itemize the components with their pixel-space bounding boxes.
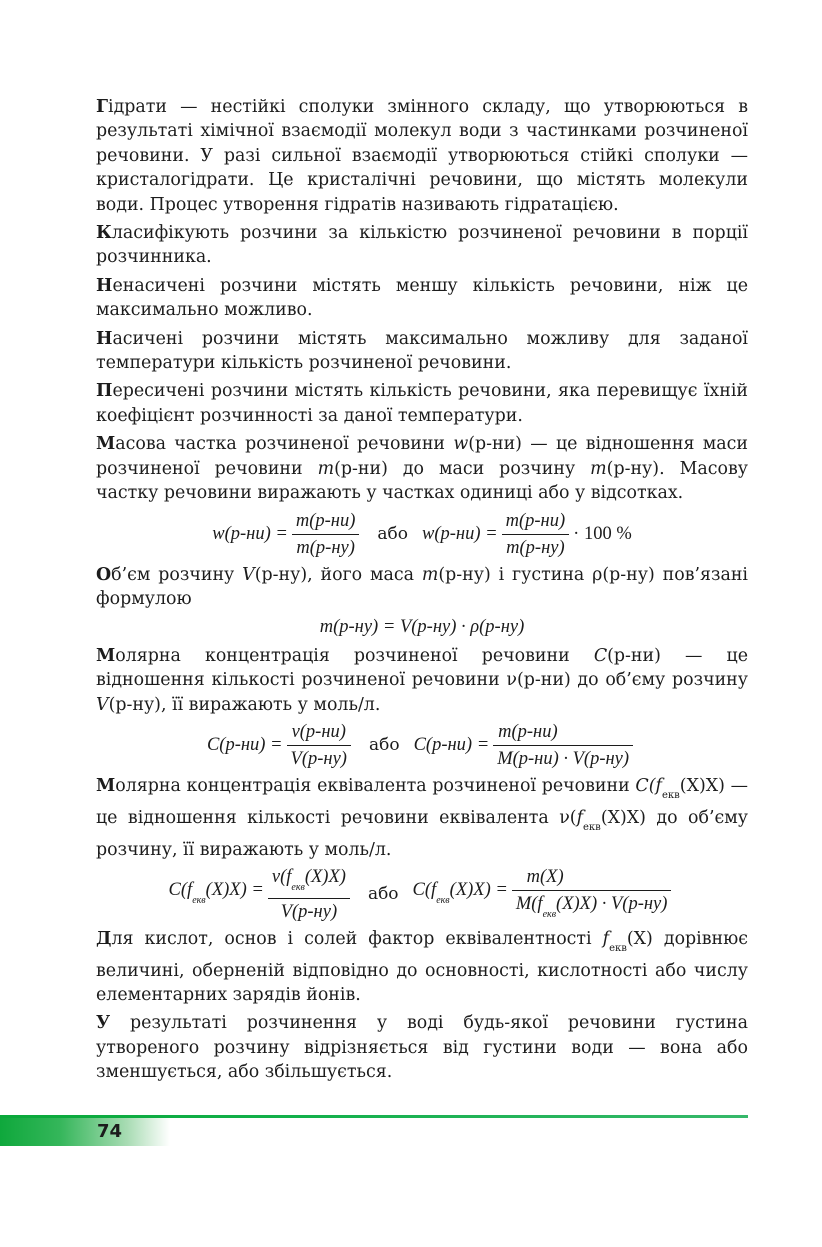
fraction: $\frac{\nu(р-ни)}{V(р-ну)}$ [287, 721, 351, 770]
paragraph-mass-fraction: Масова частка розчиненої речовини w(р-ни) — це відношення маси розчиненої речовини m(р-ни) до маси розчину m(р-ну). Масову частку речовини виражають у частках одиниці або у відсотках. [96, 434, 748, 504]
fraction: $\frac{m(X)}{M(f_{екв}(X)X) \cdot V(р-ну)}$ [512, 866, 672, 923]
formula-mass-volume-density: m(р-ну) = V(р-ну) · ρ(р-ну) [319, 617, 525, 638]
paragraph-density: У результаті розчинення у воді будь-якої речовини густина утвореного розчину відрізняється від густини води — вона або зменшується, або збільшується. [96, 1013, 748, 1083]
paragraph-supersaturated: Пересичені розчини містять кількість речовини, яка перевищує їхній коефіцієнт розчинності за даної температури. [96, 381, 748, 426]
fraction: $\frac{\nu(f_{екв}(X)X)}{V(р-ну)}$ [268, 866, 350, 923]
fraction: $\frac{m(р-ни)}{m(р-ну)}$ [292, 510, 360, 559]
paragraph-hydrates: Гідрати — нестійкі сполуки змінного складу, що утворюються в результаті хімічної взаємодії молекул води з частинками розчиненої речовини. У разі сильної взаємодії утворюються стійкі сполуки — кристалогідрати. Це кристалічні речовини, що містять молекули води. Процес утворення гідратів називають гідратацією. [96, 97, 748, 215]
paragraph-unsaturated: Ненасичені розчини містять меншу кількість речовини, ніж це максимально можливо. [96, 275, 748, 321]
or-word: або [367, 884, 399, 905]
formula-equivalent-concentration: $C(f_{екв}(X)X)$ = $\frac{\nu(f_{екв}(X)X)}{V(р-ну)}$ або $C(f_{екв}(X)X)$ = $\frac{m(X)}{M(f_{екв}(X)X) \cdot V(р-ну)}$ [96, 866, 748, 923]
formula-lhs: w(р-ни) = [422, 523, 498, 544]
fraction: $\frac{m(р-ни)}{m(р-ну)}$ [502, 510, 570, 559]
or-word: або [368, 735, 400, 756]
paragraph-classification: Класифікують розчини за кількістю розчиненої речовини в порції розчинника. [96, 223, 748, 268]
footer-page-band [0, 1118, 170, 1146]
fraction: $\frac{m(р-ни)}{M(р-ни) \cdot V(р-ну)}$ [493, 721, 633, 770]
paragraph-molar-concentration: Молярна концентрація розчиненої речовини C(р-ни) — це відношення кількості розчиненої речовини ν(р-ни) до об’єму розчину V(р-ну), її виражають у моль/л. [96, 645, 748, 715]
percent-factor: · 100 % [573, 523, 632, 544]
formula-lhs: w(р-ни) = [212, 523, 288, 544]
paragraph-saturated: Насичені розчини містять максимально можливу для заданої температури кількість розчиненої речовини. [96, 328, 748, 374]
page-body [96, 95, 748, 1089]
or-word: або [377, 523, 409, 544]
paragraph-volume: Об’єм розчину V(р-ну), його маса m(р-ну) і густина ρ(р-ну) пов’язані формулою [96, 564, 748, 609]
formula-mass-fraction [96, 510, 748, 559]
page-number: 74 [97, 1121, 123, 1142]
paragraph-equivalence-factor: Для кислот, основ і солей фактор еквівалентності $f_{екв}(X)$ дорівнює величині, оберненій відповідно до основності, кислотності або числу елементарних зарядів йонів. [96, 928, 748, 1006]
formula-molar-concentration: C(р-ни) = $\frac{\nu(р-ни)}{V(р-ну)}$ або C(р-ни) = $\frac{m(р-ни)}{M(р-ни) \cdot V(р-ну)}$ [96, 721, 748, 770]
paragraph-equivalent-concentration: Молярна концентрація еквівалента розчиненої речовини $C(f_{екв}(X)X)$ — це відношення кількості речовини еквівалента $\nu(f_{екв}(X)X)$ до об’єму розчину, її виражають у моль/л. [96, 775, 748, 860]
